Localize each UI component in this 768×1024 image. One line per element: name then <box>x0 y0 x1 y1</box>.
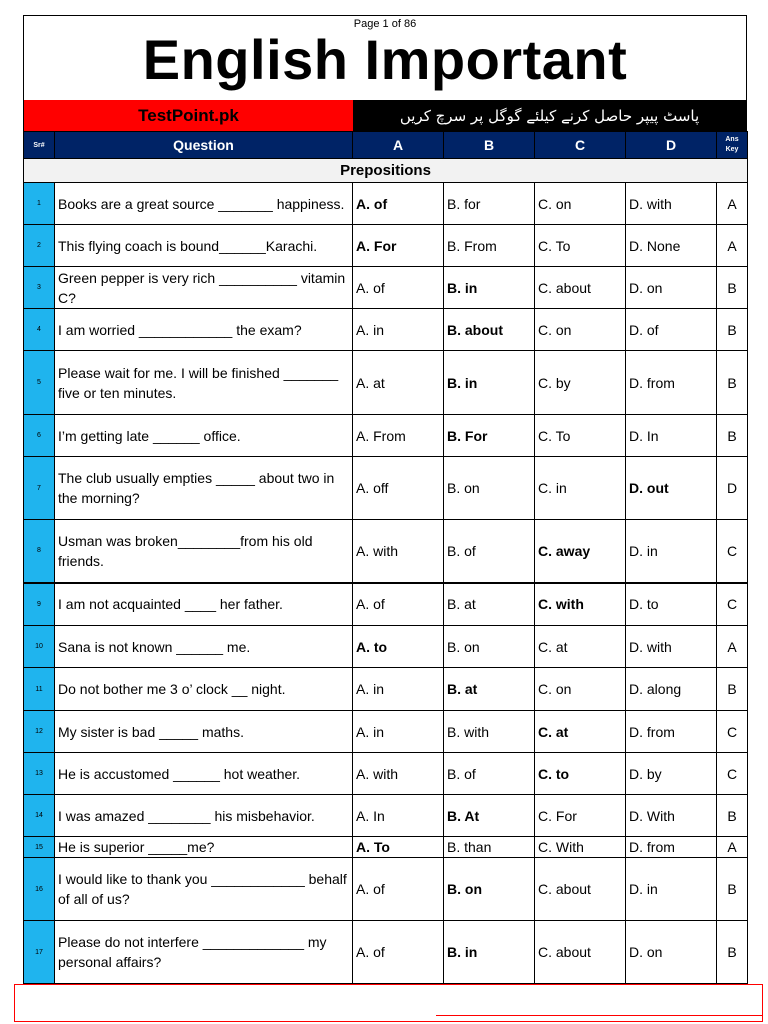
row-option-c: C. at <box>535 626 626 668</box>
row-option-c: C. in <box>535 457 626 520</box>
row-option-b: B. At <box>444 795 535 837</box>
row-question: My sister is bad _____ maths. <box>55 711 353 753</box>
row-answer-key: B <box>717 351 748 415</box>
row-option-c: C. To <box>535 225 626 267</box>
row-question: Please wait for me. I will be finished _______ five or ten minutes. <box>55 351 353 415</box>
row-option-d: D. In <box>626 415 717 457</box>
row-option-b: B. at <box>444 668 535 711</box>
row-option-a: A. in <box>353 309 444 351</box>
row-option-b: B. on <box>444 626 535 668</box>
row-option-b: B. in <box>444 351 535 415</box>
row-option-c: C. For <box>535 795 626 837</box>
row-option-b: B. on <box>444 858 535 921</box>
row-answer-key: B <box>717 858 748 921</box>
table-row <box>24 626 748 668</box>
row-sr-number: 17 <box>24 921 55 984</box>
row-option-c: C. to <box>535 753 626 795</box>
row-option-a: A. in <box>353 668 444 711</box>
row-option-c: C. away <box>535 520 626 583</box>
row-option-a: A. with <box>353 520 444 583</box>
row-option-c: C. about <box>535 267 626 309</box>
row-sr-number: 3 <box>24 267 55 309</box>
row-sr-number: 16 <box>24 858 55 921</box>
row-option-b: B. in <box>444 921 535 984</box>
row-question: Sana is not known ______ me. <box>55 626 353 668</box>
row-option-c: C. about <box>535 858 626 921</box>
row-question: I was amazed ________ his misbehavior. <box>55 795 353 837</box>
row-option-d: D. in <box>626 858 717 921</box>
header-sr: Sr# <box>24 132 55 159</box>
row-sr-number: 4 <box>24 309 55 351</box>
row-option-a: A. In <box>353 795 444 837</box>
row-option-b: B. at <box>444 583 535 626</box>
header-d: D <box>626 132 717 159</box>
table-row <box>24 583 748 626</box>
row-sr-number: 2 <box>24 225 55 267</box>
header-ans-label: Ans <box>725 136 739 143</box>
row-option-d: D. from <box>626 837 717 858</box>
row-sr-number: 5 <box>24 351 55 415</box>
row-question: I am worried ____________ the exam? <box>55 309 353 351</box>
footer-line <box>436 1015 763 1016</box>
urdu-banner <box>353 100 746 131</box>
page-title: English Important <box>142 28 628 91</box>
section-row <box>24 159 748 183</box>
table-row <box>24 267 748 309</box>
mcq-table <box>23 131 748 984</box>
row-sr-number: 7 <box>24 457 55 520</box>
row-question: I would like to thank you ____________ behalf of all of us? <box>55 858 353 921</box>
page-number: Page 1 of 86 <box>353 18 417 30</box>
row-option-d: D. in <box>626 520 717 583</box>
title-box <box>23 15 747 100</box>
row-option-d: D. to <box>626 583 717 626</box>
row-option-d: D. by <box>626 753 717 795</box>
row-option-a: A. in <box>353 711 444 753</box>
row-question: The club usually empties _____ about two in the morning? <box>55 457 353 520</box>
brand-row <box>23 100 747 131</box>
table-header-row <box>24 132 748 159</box>
row-question: Please do not interfere _____________ my personal affairs? <box>55 921 353 984</box>
row-sr-number: 14 <box>24 795 55 837</box>
row-option-d: D. from <box>626 351 717 415</box>
row-option-d: D. with <box>626 183 717 225</box>
row-option-c: C. about <box>535 921 626 984</box>
table-row <box>24 309 748 351</box>
row-option-a: A. To <box>353 837 444 858</box>
table-row <box>24 921 748 984</box>
row-option-d: D. along <box>626 668 717 711</box>
row-option-d: D. with <box>626 626 717 668</box>
row-option-a: A. of <box>353 183 444 225</box>
row-option-a: A. to <box>353 626 444 668</box>
row-option-a: A. of <box>353 921 444 984</box>
row-option-b: B. For <box>444 415 535 457</box>
row-option-a: A. For <box>353 225 444 267</box>
row-answer-key: C <box>717 583 748 626</box>
table-row <box>24 795 748 837</box>
row-option-c: C. on <box>535 668 626 711</box>
row-option-c: C. To <box>535 415 626 457</box>
row-option-b: B. with <box>444 711 535 753</box>
row-option-b: B. about <box>444 309 535 351</box>
row-question: Books are a great source _______ happiness. <box>55 183 353 225</box>
row-answer-key: C <box>717 520 748 583</box>
header-a: A <box>353 132 444 159</box>
row-option-a: A. at <box>353 351 444 415</box>
row-option-b: B. of <box>444 753 535 795</box>
table-row <box>24 668 748 711</box>
table-row <box>24 753 748 795</box>
table-row <box>24 457 748 520</box>
row-option-c: C. with <box>535 583 626 626</box>
row-sr-number: 12 <box>24 711 55 753</box>
brand-name[interactable]: TestPoint.pk <box>138 105 239 125</box>
header-ans-key <box>717 132 748 159</box>
row-option-c: C. on <box>535 183 626 225</box>
row-option-d: D. out <box>626 457 717 520</box>
row-answer-key: B <box>717 921 748 984</box>
row-question: Usman was broken________from his old friends. <box>55 520 353 583</box>
row-sr-number: 13 <box>24 753 55 795</box>
table-row <box>24 858 748 921</box>
row-option-d: D. from <box>626 711 717 753</box>
row-question: I’m getting late ______ office. <box>55 415 353 457</box>
row-option-d: D. on <box>626 267 717 309</box>
row-option-a: A. of <box>353 267 444 309</box>
row-sr-number: 11 <box>24 668 55 711</box>
table-row <box>24 711 748 753</box>
row-option-c: C. by <box>535 351 626 415</box>
brand-cell <box>24 100 353 131</box>
row-option-a: A. From <box>353 415 444 457</box>
row-question: I am not acquainted ____ her father. <box>55 583 353 626</box>
table-row <box>24 520 748 583</box>
header-key-label: Key <box>725 146 739 153</box>
row-option-a: A. of <box>353 583 444 626</box>
row-answer-key: B <box>717 267 748 309</box>
row-option-d: D. on <box>626 921 717 984</box>
row-option-a: A. off <box>353 457 444 520</box>
row-option-b: B. of <box>444 520 535 583</box>
table-row <box>24 183 748 225</box>
row-sr-number: 10 <box>24 626 55 668</box>
row-answer-key: B <box>717 415 748 457</box>
footer-box <box>14 984 763 1022</box>
header-b: B <box>444 132 535 159</box>
row-sr-number: 8 <box>24 520 55 583</box>
section-title: Prepositions <box>24 159 748 183</box>
urdu-text: پاسٹ پیپر حاصل کرنے کیلئے گوگل پر سرچ کریں <box>399 106 700 125</box>
worksheet <box>23 15 747 984</box>
row-answer-key: B <box>717 668 748 711</box>
row-answer-key: C <box>717 753 748 795</box>
row-sr-number: 9 <box>24 583 55 626</box>
row-option-d: D. of <box>626 309 717 351</box>
row-option-d: D. With <box>626 795 717 837</box>
row-question: Green pepper is very rich __________ vitamin C? <box>55 267 353 309</box>
row-option-c: C. at <box>535 711 626 753</box>
row-answer-key: A <box>717 183 748 225</box>
row-option-b: B. From <box>444 225 535 267</box>
table-row <box>24 837 748 858</box>
row-option-b: B. for <box>444 183 535 225</box>
row-question: This flying coach is bound______Karachi. <box>55 225 353 267</box>
row-answer-key: A <box>717 837 748 858</box>
row-option-a: A. with <box>353 753 444 795</box>
row-answer-key: B <box>717 795 748 837</box>
row-answer-key: C <box>717 711 748 753</box>
header-c: C <box>535 132 626 159</box>
row-question: Do not bother me 3 o’ clock __ night. <box>55 668 353 711</box>
row-option-b: B. in <box>444 267 535 309</box>
row-answer-key: B <box>717 309 748 351</box>
row-option-a: A. of <box>353 858 444 921</box>
table-row <box>24 225 748 267</box>
table-row <box>24 415 748 457</box>
row-option-c: C. With <box>535 837 626 858</box>
row-sr-number: 1 <box>24 183 55 225</box>
row-sr-number: 6 <box>24 415 55 457</box>
row-option-b: B. than <box>444 837 535 858</box>
row-question: He is superior _____me? <box>55 837 353 858</box>
row-answer-key: A <box>717 626 748 668</box>
row-option-c: C. on <box>535 309 626 351</box>
row-question: He is accustomed ______ hot weather. <box>55 753 353 795</box>
row-option-b: B. on <box>444 457 535 520</box>
row-sr-number: 15 <box>24 837 55 858</box>
row-option-d: D. None <box>626 225 717 267</box>
table-row <box>24 351 748 415</box>
header-question: Question <box>55 132 353 159</box>
row-answer-key: D <box>717 457 748 520</box>
row-answer-key: A <box>717 225 748 267</box>
